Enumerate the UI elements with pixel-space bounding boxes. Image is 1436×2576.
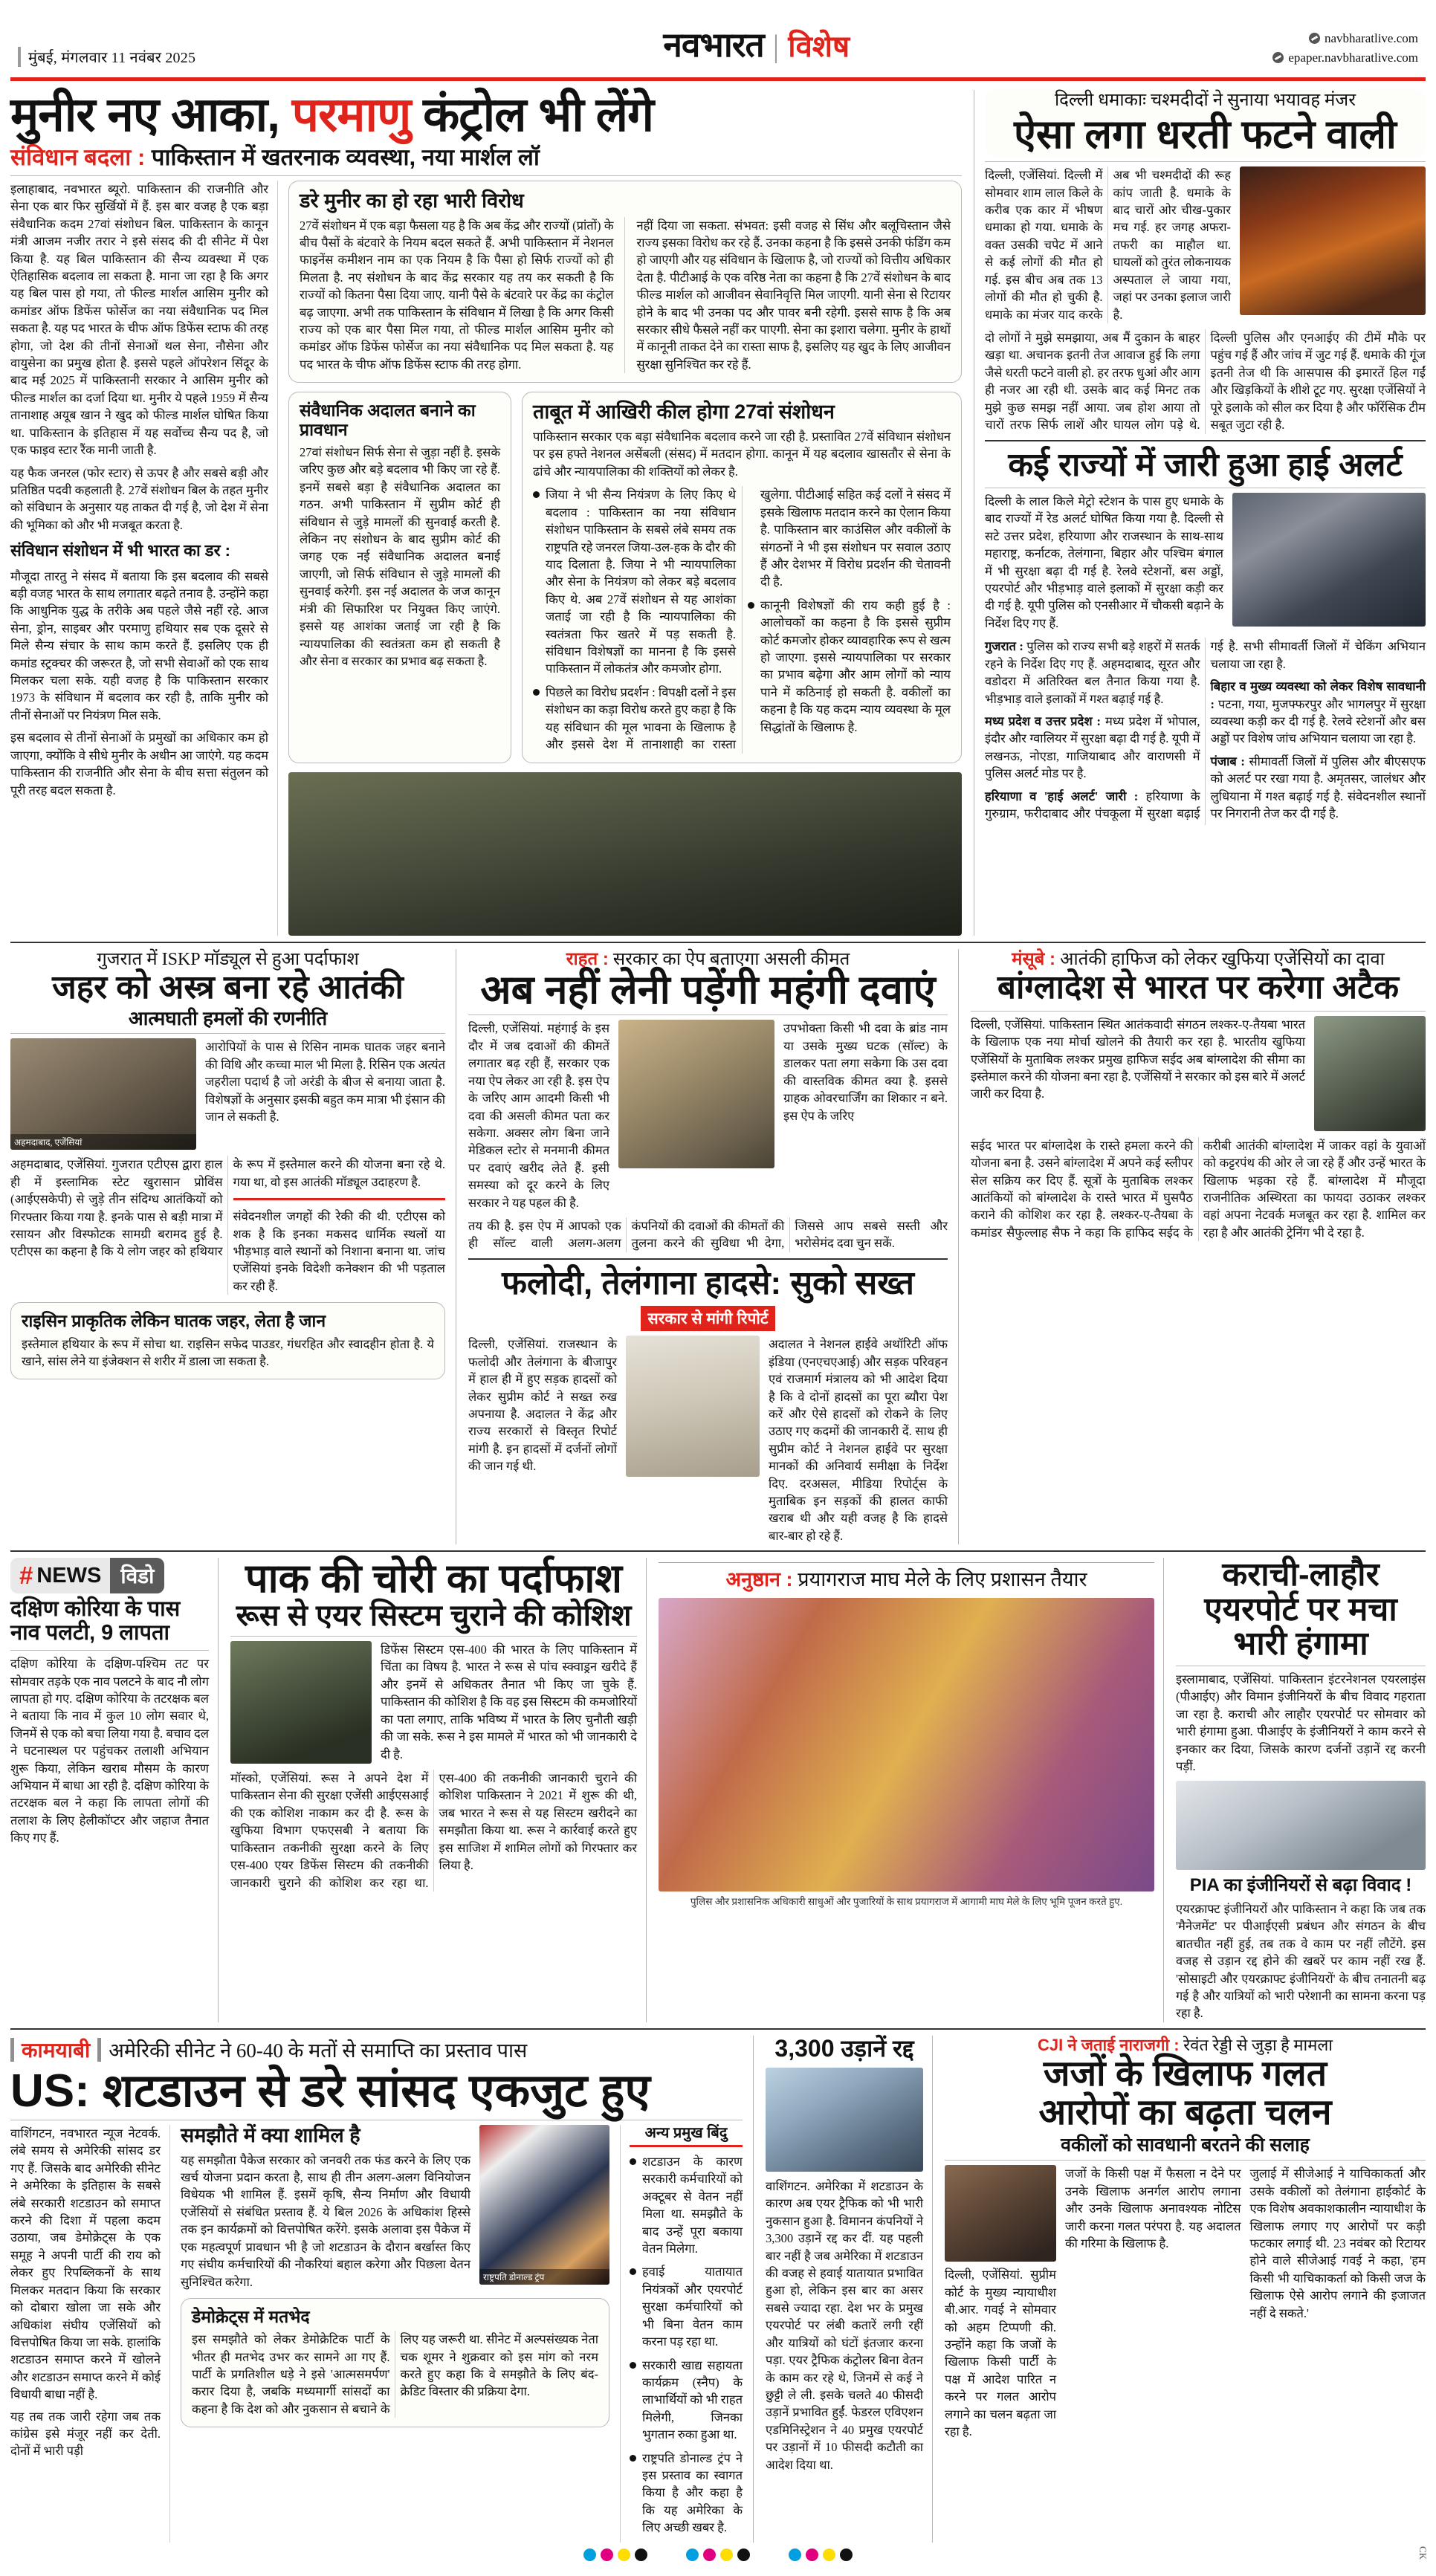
lead-headline-part2: कंट्रोल भी लेंगे <box>410 88 654 141</box>
box-tabut-intro: पाकिस्तान सरकार एक बड़ा संवैधानिक बदलाव करने जा रही है. प्रस्तावित 27वें संविधान संशोधन पर इस हफ्ते नेशनल असेंबली (संसद) में मतदान होगा. कानून में यह बदलाव खासतौर से सेना के ढांचे और न्यायपालिका की शक्तियों को लेकर है. <box>533 430 951 479</box>
cmyk-black-dot <box>635 2549 647 2561</box>
us-bullet <box>630 2450 743 2537</box>
high-alert-block-label: हरियाणा व 'हाई अलर्ट' जारी : <box>985 789 1139 803</box>
rahat-photo <box>618 1020 774 1168</box>
lead-headline-highlight: परमाणु <box>291 88 411 141</box>
section-divider <box>10 2028 1426 2030</box>
news-video-text: दक्षिण कोरिया के दक्षिण-पश्चिम तट पर सोमवार तड़के एक नाव पलटने के बाद नौ लोग लापता हो गए. दक्षिण कोरिया के तटरक्षक बल ने बताया कि नाव में कुल 10 लोग सवार थे, जिनमें से एक को बचा लिया गया है. बचाव दल ने घटनास्थल पर पहुंचकर तलाशी अभियान शुरू किया, लेकिन खराब मौसम के कारण अभियान में बाधा आ रही है. दक्षिण कोरिया के तटरक्षक बल ने कहा कि लापता लोगों की तलाश के लिए हेलीकॉप्टर और जहाज तैनात किए गए हैं. <box>10 1657 209 1845</box>
bullet-dot-icon <box>630 2455 636 2462</box>
us-bullet-text: हवाई यातायात नियंत्रकों और एयरपोर्ट सुरक्षा कर्मचारियों को भी बिना वेतन काम करना पड़ रहा था. <box>642 2265 743 2349</box>
rahat-kicker-text: सरकार का ऐप बताएगा असली कीमत <box>608 949 850 969</box>
divider <box>10 175 962 176</box>
cji-subhead: वकीलों को सावधानी बरतने की सलाह <box>1061 2134 1310 2155</box>
magh-mela-story <box>659 1558 1164 2022</box>
box-dare-munir <box>288 181 962 383</box>
high-alert-block-text: पटना, गया, मुजफ्फरपुर और भागलपुर में सुरक्षा व्यवस्था कड़ी कर दी गई है. रेलवे स्टेशनों और बस अड्डों पर विशेष जांच अभियान चलाया जा रहा है. <box>1210 696 1426 746</box>
us-shutdown-bullets-col <box>620 2125 743 2543</box>
high-alert-block-text: पुलिस को राज्य सभी बड़े शहरों में सतर्क रहने के निर्देश दिए गए हैं. अहमदाबाद, सूरत और वडोदरा में अतिरिक्त बल तैनात किया गया है. भीड़भाड़ वाले इलाकों में गश्त बढ़ाई गई है. <box>985 639 1200 706</box>
pia-aircraft-photo <box>1176 1781 1426 1870</box>
cji-kicker-label: CJI ने जताई नाराजगी : <box>1038 2035 1180 2054</box>
us-shutdown-box2 <box>181 2298 609 2427</box>
us-shutdown-box-text: यह समझौता पैकेज सरकार को जनवरी तक फंड करने के लिए एक खर्च योजना प्रदान करता है, साथ ही तीन अलग-अलग विनियोजन विधेयक भी शामिल हैं. इसमें कृषि, सैन्य निर्माण और विधायी एजेंसियों से संबंधित प्रस्ताव हैं. ये बिल 2026 के अधिकांश हिस्से तक इन कार्यक्रमों को वित्तपोषित करेंगे. इसके अलावा इस पैकेज में एक महत्वपूर्ण प्रावधान भी है जो शटडाउन के दौरान बर्खास्त किए गए संघीय कर्मचारियों की नौकरियां बहाल करेगा और पिछला वेतन सुनिश्चित करेगा. <box>181 2152 470 2289</box>
flights-story <box>766 2036 933 2543</box>
magh-mela-kicker <box>659 1567 1154 1591</box>
mansube-col3: सईद के करीबी आतंकी बांग्लादेश में जाकर वहां के युवाओं को कट्टरपंथ की ओर ले जा रहे हैं और उन्हें भारत के खिलाफ भड़का रहे हैं. बांग्लादेश में मौजूदा राजनीतिक अस्थिरता का फायदा उठाकर लश्कर वहां अपना नेटवर्क मजबूत कर रहा है. शामिल कर रहा है और आतंकी ट्रेनिंग भी दे रहा है. <box>1158 1138 1426 1240</box>
us-bullet <box>630 2153 743 2258</box>
high-alert-block-label: गुजरात : <box>985 639 1023 654</box>
lead-para3: मौजूदा तारतु ने संसद में बताया कि इस बदलाव की सबसे बड़ी वजह भारत के साथ लगातार बढ़ते तनाव है. उन्होंने कहा कि आधुनिक युद्ध के तरीके अब पहले जैसे नहीं रहे. आज सेना, ड्रोन, साइबर और परमाणु हथियार सब एक दूसरे से मिले सैन्य संचार के साथ काम करते हैं. इसलिए एक ही कमांड स्ट्रक्चर की जरूरत है, जो सभी सेवाओं को एक साथ मिलकर चला सके. यही वजह है कि पाकिस्तान सरकार 1973 के संविधान में बदलाव कर रही है, ताकि मुनीर को तीनों सेनाओं पर नियंत्रण मिल सके. <box>10 569 268 722</box>
pak-chori-story <box>230 1558 647 2022</box>
epaper-url: epaper.navbharatlive.com <box>1288 50 1418 65</box>
iskp-sub-box-text: इस्तेमाल हथियार के रूप में सोचा था. राइसिन सफेद पाउडर, गंधरहित और स्वादहीन होता है. ये खाने, सांस लेने या इंजेक्शन से शरीर में डाला जा सकता है. <box>22 1336 434 1369</box>
iskp-sub-box <box>10 1302 445 1379</box>
high-alert-intro: दिल्ली के लाल किले मेट्रो स्टेशन के पास हुए धमाके के बाद राज्यों में रेड अलर्ट घोषित किया गया है. दिल्ली से सटे उत्तर प्रदेश, हरियाणा और राजस्थान के साथ-साथ महाराष्ट्र, कर्नाटक, तेलंगाना, बिहार और पश्चिम बंगाल में भी सुरक्षा बढ़ा दी गई है. रेलवे स्टेशनों, बस अड्डों, एयरपोर्ट और भीड़भाड़ वाले इलाकों में सुरक्षा कड़ी कर दी गई है. यूपी पुलिस को एनसीआर में चौकसी बढ़ाने के निर्देश दिए गए हैं. <box>985 493 1223 630</box>
tabut-bullet-text: कानूनी विशेषज्ञों की राय कही हुई है : आलोचकों का कहना है कि इससे सुप्रीम कोर्ट कमजोर होकर व्यावहारिक रूप से खत्म हो जाएगा. इससे न्यायपालिका पर सरकार का प्रभाव बढ़ेगा और आम लोगों को न्याय पाने में कठिनाई हो सकती है. वकीलों का कहना है कि यह कदम न्याय व्यवस्था के मूल सिद्धांतों के खिलाफ है. <box>760 598 951 734</box>
cmyk-registration-marks <box>10 2549 1426 2561</box>
delhi-blast-col3: दिल्ली पुलिस और एनआईए की टीमें मौके पर पहुंच गई हैं और जांच में जुट गई हैं. धमाके की गूंज इतनी तेज थी कि आसपास की इमारतें हिल गईं और खिड़कियों के शीशे टूट गए. सुरक्षा एजेंसियों ने पूरे इलाके को सील कर दिया है और फॉरेंसिक टीम सबूत जुटा रही है. <box>1210 330 1426 433</box>
high-alert-block <box>1211 678 1426 748</box>
karachi-story <box>1176 1558 1426 2022</box>
cmyk-cyan-dot <box>583 2549 596 2561</box>
bullet-dot-icon <box>533 491 540 498</box>
news-badge-text: NEWS <box>36 1563 102 1588</box>
karachi-col2: एयरक्राफ्ट इंजीनियरों और पाकिस्तान ने कहा कि जब तक 'मैनेजमेंट' पर पीआईएसी प्रबंधन और संगठन के बीच बातचीत नहीं हुई, तब तक वे काम पर नहीं लौटेंगे. इस वजह से उड़ान रद्द होने की खबरें पर काम नहीं रख हैं. 'सोसाइटी और एयरक्राफ्ट इंजीनियरों' के बीच तनातनी बढ़ गई है और यात्रियों को भारी परेशानी का सामना करना पड़ रहा है. <box>1176 1901 1426 2021</box>
cmyk-black-dot <box>840 2549 853 2561</box>
cji-col1: दिल्ली, एजेंसियां. सुप्रीम कोर्ट के मुख्य न्यायाधीश बी.आर. गवई ने सोमवार को अहम टिप्पणी की. उन्होंने कहा कि जजों के खिलाफ किसी पार्टी के पक्ष में आदेश पारित न करने पर गलत आरोप लगाने का चलन बढ़ता जा रहा है. <box>945 2268 1056 2439</box>
tabut-bullet-text: पिछले का विरोध प्रदर्शन : विपक्षी दलों ने इस संशोधन का कड़ा विरोध करते हुए कहा है कि यह संविधान की मूल भावना के खिलाफ है और इससे देश में तानाशाही का रास्ता खुलेगा. पीटीआई सहित कई दलों ने संसद में इसके खिलाफ मतदान करने का ऐलान किया है. पाकिस्तान बार काउंसिल और वकीलों के संगठनों ने भी इस संशोधन पर सवाल उठाए हैं और देशभर में विरोध प्रदर्शन की चेतावनी दी है. <box>546 488 951 752</box>
cmyk-magenta-dot <box>806 2549 818 2561</box>
box-samvaidhanik <box>288 392 511 763</box>
high-alert-block <box>985 713 1200 783</box>
masthead <box>10 0 1426 73</box>
high-alert-block-label: मध्य प्रदेश व उत्तर प्रदेश : <box>985 713 1101 728</box>
box-samvaidhanik-title: संवैधानिक अदालत बनाने का प्रावधान <box>300 401 476 439</box>
kicker-bar-right <box>97 2038 101 2062</box>
divider <box>10 1650 209 1651</box>
divider <box>985 440 1426 441</box>
cmyk-black-dot <box>737 2549 750 2561</box>
rahat-col2: उपभोक्ता किसी भी दवा के ब्रांड नाम या उसके मुख्य घटक (सॉल्ट) के डालकर पता लगा सकेगा कि उस दवा की वास्तविक कीमत क्या है. इससे ग्राहक ओवरचार्जिंग का शिकार न बने. इस ऐप के जरिए <box>783 1021 948 1123</box>
high-alert-block-text: मध्य प्रदेश में भोपाल, इंदौर और ग्वालियर में सुरक्षा बढ़ा दी गई है. यूपी में लखनऊ, नोएडा, गाजियाबाद और वाराणसी में पुलिस अलर्ट मोड पर है. <box>985 713 1200 781</box>
us-shutdown-col1b: यह तब तक जारी रहेगा जब तक कांग्रेस इसे मंजूर नहीं कर देती. दोनों में भारी पड़ी <box>10 2409 161 2459</box>
us-shutdown-box2-text: इस समझौते को लेकर डेमोक्रेटिक पार्टी के भीतर ही मतभेद उभर कर सामने आ गए हैं. पार्टी के प्रगतिशील धड़े ने इसे 'आत्मसमर्पण' करार दिया है, जबकि मध्यमार्गी सांसदों का कहना है कि देश को और नुकसान से बचाने के लिए यह जरूरी था. सीनेट में अल्पसंख्यक नेता चक शूमर ने शुक्रवार को इस मांग को नरम करते हुए कहा कि वे समझौते के लिए बंद-क्रेडिट विस्तार की प्रक्रिया देगा. <box>192 2332 598 2416</box>
divider <box>985 161 1426 162</box>
tabut-bullet <box>748 597 951 736</box>
pak-chori-headline1: पाक की चोरी का पर्दाफाश <box>245 1556 623 1602</box>
high-alert-block-label: पंजाब : <box>1210 754 1245 768</box>
us-shutdown-box-title: समझौते में क्या शामिल है <box>181 2123 360 2146</box>
box-samvaidhanik-text: 27वां संशोधन सिर्फ सेना से जुड़ा नहीं है. इसके जरिए कुछ और बड़े बदलाव भी किए जा रहे हैं. इनमें सबसे बड़ा है संवैधानिक अदालत का गठन. अभी पाकिस्तान में सुप्रीम कोर्ट ही संविधान से जुड़े मामलों की सुनवाई करती है. लेकिन नए संशोधन के बाद सुप्रीम कोर्ट की जगह एक नई संवैधानिक अदालत बनाई जाएगी, जो सिर्फ संविधान से जुड़े मामलों की सुनवाई करेगी. इस नई अदालत के जज कानून मंत्री की सिफारिश पर नियुक्त किए जाएंगे. इससे यह आशंका जताई जा रही है कि न्यायपालिका की स्वतंत्रता कम हो सकती है और सेना व सरकार का प्रभाव बढ़ सकता है. <box>300 444 500 668</box>
cmyk-cyan-dot <box>686 2549 699 2561</box>
high-alert-block <box>1211 753 1426 823</box>
lead-body <box>10 181 268 799</box>
hafiz-photo <box>1314 1016 1426 1131</box>
iskp-col2: आरोपियों के पास से रिसिन नामक घातक जहर बनाने की विधि और कच्चा माल भी मिला है. रिसिन एक अत्यंत जहरीला पदार्थ है जो अरंडी के बीज से बनाया जाता है. विशेषज्ञों के अनुसार इसकी बहुत कम मात्रा भी इंसान की जान ले सकती है. <box>205 1040 445 1124</box>
phalodi-headline: फलोदी, तेलंगाना हादसे: सुको सख्त <box>502 1264 914 1301</box>
mansube-kicker-text: आतंकी हाफिज को लेकर खुफिया एजेंसियों का दावा <box>1055 949 1385 969</box>
cji-story <box>945 2036 1426 2543</box>
pak-chori-col2: एस-400 की तकनीकी जानकारी चुराने की कोशिश पाकिस्तान ने 2021 में शुरू की थी, जब भारत ने रूस से यह सिस्टम खरीदने का समझौता किया था. रूस ने कार्रवाई करते हुए इस साजिश में शामिल लोगों को गिरफ्तार कर लिया है. <box>439 1771 637 1873</box>
s400-photo <box>230 1641 372 1764</box>
us-shutdown-left-col <box>10 2125 170 2543</box>
tabut-bullet <box>533 486 736 678</box>
hash-icon: # <box>19 1562 33 1590</box>
iskp-kicker: गुजरात में ISKP मॉड्यूल से हुआ पर्दाफाश <box>97 949 359 969</box>
bullet-dot-icon <box>533 689 540 696</box>
flights-text: वाशिंगटन. अमेरिका में शटडाउन के कारण अब एयर ट्रैफिक को भी भारी नुकसान हुआ है. विमानन कंपनियों ने 3,300 उड़ानें रद्द कर दीं. यह पहली बार नहीं है जब अमेरिका में शटडाउन की वजह से हवाई यातायात प्रभावित हुआ हो, लेकिन इस बार का असर सबसे ज्यादा रहा. देश भर के प्रमुख एयरपोर्ट पर लंबी कतारें लगी रहीं और यात्रियों को घंटों इंतजार करना पड़ा. एयर ट्रैफिक कंट्रोलर बिना वेतन के काम कर रहे थे, जिनमें से कई ने छुट्टी ले ली. इसके चलते 40 फीसदी उड़ानें प्रभावित हुईं. फेडरल एविएशन एडमिनिस्ट्रेशन ने 40 प्रमुख एयरपोर्ट पर उड़ानों में 10 फीसदी कटौती का आदेश दिया था. <box>766 2178 923 2472</box>
iskp-subhead: आत्मघाती हमलों की रणनीति <box>128 1006 328 1029</box>
mansube-kicker <box>971 949 1426 971</box>
karachi-col1: इस्लामाबाद, एजेंसियां. पाकिस्तान इंटरनेशनल एयरलाइंस (पीआईए) और विमान इंजीनियरों के बीच विवाद गहराता जा रहा है. कराची और लाहौर एयरपोर्ट पर सोमवार को भारी हंगामा हुआ. पीआईए के इंजीनियरों ने काम करने से इनकार कर दिया, जिसके कारण दर्जनों उड़ानें रद्द करनी पड़ीं. <box>1176 1672 1426 1773</box>
phalodi-col1: दिल्ली, एजेंसियां. राजस्थान के फलोदी और तेलंगाना के बीजापुर में हाल ही में हुए सड़क हादसों को लेकर सुप्रीम कोर्ट ने सख्त रुख अपनाया है. अदालत ने केंद्र और राज्य सरकारों से विस्तृत रिपोर्ट मांगी है. इन हादसों में दर्जनों लोगों की जान गई थी. <box>468 1337 617 1474</box>
delhi-blast-story <box>974 90 1426 936</box>
iskp-story <box>10 949 456 1545</box>
high-alert-photo <box>1232 493 1426 627</box>
karachi-headline: कराची-लाहौर एयरपोर्ट पर मचा भारी हंगामा <box>1204 1556 1397 1662</box>
bullet-dot-icon <box>630 2268 636 2275</box>
middle-zone <box>10 949 1426 1545</box>
us-shutdown-headline: US: शटडाउन से डरे सांसद एकजुट हुए <box>10 2065 650 2117</box>
red-divider <box>233 1198 446 1200</box>
lead-story <box>10 90 962 936</box>
lead-kicker <box>10 144 962 171</box>
pia-subhead: PIA का इंजीनियरों से बढ़ा विवाद ! <box>1189 1875 1412 1896</box>
us-bullet-text: राष्ट्रपति डोनाल्ड ट्रंप ने इस प्रस्ताव का स्वागत किया है और कहा है कि यह अमेरिका के लिए अच्छी खबर है. <box>642 2450 743 2535</box>
delhi-blast-text <box>985 166 1231 323</box>
pak-chori-headline2: रूस से एयर सिस्टम चुराने की कोशिश <box>236 1599 632 1633</box>
high-alert-headline: कई राज्यों में जारी हुआ हाई अलर्ट <box>1008 446 1403 483</box>
logo-section-text: विशेष <box>788 30 850 63</box>
magh-mela-caption: पुलिस और प्रशासनिक अधिकारी साधुओं और पुजारियों के साथ प्रयागराज में आगामी माघ मेले के लिए भूमि पूजन करते हुए. <box>690 1895 1123 1907</box>
logo-separator: | <box>772 30 780 64</box>
cji-kicker <box>945 2036 1426 2055</box>
us-shutdown-col1: वाशिंगटन, नवभारत न्यूज नेटवर्क. लंबे समय से अमेरिकी सांसद डर गए हैं. जिसके बाद अमेरिकी सीनेट ने अमेरिका के इतिहास के सबसे लंबे सरकारी शटडाउन को समाप्त करने की दिशा में पहला कदम उठाया, जब डेमोक्रेट्स के एक समूह ने अपनी पार्टी की राय को लेकर हुए रिपब्लिकनों के साथ मिलकर मतदान किया कि सरकार को दोबारा खोला जा सके और अधिकांश संघीय एजेंसियों को वित्तपोषित किया जा सके. हालांकि शटडाउन समाप्त करने में खोलने और शटडाउन समाप्त करने में कोई विधायी बाधा नहीं है. <box>10 2126 161 2402</box>
mansube-kicker-label: मंसूबे : <box>1012 948 1056 969</box>
website-links <box>1272 29 1418 67</box>
high-alert-block <box>985 638 1200 708</box>
video-badge-text: विडो <box>110 1558 164 1593</box>
phalodi-tag: सरकार से मांगी रिपोर्ट <box>641 1306 776 1331</box>
us-bullet <box>630 2357 743 2444</box>
cmyk-magenta-dot <box>703 2549 716 2561</box>
lead-intro: इलाहाबाद, नवभारत ब्यूरो. पाकिस्तान की राजनीति और सेना एक बार फिर सुर्खियों में हैं. इस बार वजह है एक बड़ा संवैधानिक कदम 27वां संशोधन बिल. पाकिस्तान के कानून मंत्री आजम नजीर तरार ने इसे संसद की दी सीनेट में पेश किया है. यह बिल पाकिस्तान की सैन्य व्यवस्था में एक ऐतिहासिक बदलाव ला सकता है. माना जा रहा है कि अगर यह बिल पास हो गया, तो फील्ड मार्शल आसिम मुनीर को कमांडर ऑफ डिफेंस फोर्सेज का नया संवैधानिक पद मिल सकता है. यह पद भारत के चीफ ऑफ डिफेंस स्टाफ की तरह होगा, जो देश की तीनों सेनाओं थल सेना, नौसेना और वायुसेना का प्रमुख होता है. इससे पहले ऑपरेशन सिंदूर के बाद मई 2025 में पाकिस्तानी सरकार ने आसिम मुनीर को फील्ड मार्शल का दर्जा दिया था. मुनीर ये पहले 1959 में सैन्य तानाशाह अयूब खान ने खुद को फील्ड मार्शल घोषित किया था. पाकिस्तान के इतिहास में यह सर्वोच्च सैन्य पद है, जो एक फाइव स्टार रैंक मानी जाती है. <box>10 181 268 458</box>
airport-photo <box>766 2068 923 2172</box>
delhi-blast-col1: दिल्ली, एजेंसियां. दिल्ली में सोमवार शाम लाल किले के करीब एक कार में भीषण धमाका हो गया. धमाके के वक्त उसकी चपेट में आने से कई लोगों की मौत हो गई. इस बीच अब तक 13 लोगों की मौत हो चुकी है. धमाके का मंजर याद करके अब भी चश्मदीदों की रूह कांप जाती है. धमाके के बाद चारों ओर चीख-पुकार मच गई. हर जगह अफरा-तफरी का माहौल था. घायलों को तुरंत लोकनायक अस्पताल ले जाया गया, जहां पर उनका इलाज जारी है. <box>985 168 1231 322</box>
rahat-kicker-label: राहत : <box>566 948 609 969</box>
divider <box>230 1636 637 1637</box>
bottom-zone <box>10 2036 1426 2543</box>
munir-photo <box>288 772 962 936</box>
us-shutdown-kicker: अमेरिकी सीनेट ने 60-40 के मतों से समाप्ति का प्रस्ताव पास <box>109 2039 528 2062</box>
cmyk-yellow-dot <box>823 2549 835 2561</box>
flights-headline: 3,300 उड़ानें रद्द <box>774 2034 914 2062</box>
epaper-link[interactable] <box>1272 48 1418 68</box>
globe-icon <box>1272 52 1284 63</box>
high-alert-block-text: सीमावर्ती जिलों में पुलिस और बीएसएफ को अलर्ट पर रखा गया है. अमृतसर, जालंधर और लुधियाना में गश्त बढ़ाई गई है. संवेदनशील स्थानों पर निगरानी तेज कर दी गई है. <box>1210 754 1426 821</box>
lead-headline <box>10 90 962 140</box>
iskp-photo-caption: अहमदाबाद, एजेंसियां <box>10 1134 196 1150</box>
mansube-col2: सईद भारत पर बांग्लादेश के रास्ते हमला करने की योजना बना है. उसने बांग्लादेश में अपने कई स्लीपर सेल सक्रिय कर दिए हैं. सूत्रों के मुताबिक लश्कर आतंकियों को बांग्लादेश के रास्ते भारत में घुसपैठ कराने की कोशिश कर रहा है. लश्कर-ए-तैयबा के कमांडर सैफुल्लाह सैफ ने कहा कि हाफिद <box>971 1138 1193 1240</box>
delhi-blast-photo <box>1240 166 1426 315</box>
box-tabut <box>522 392 962 763</box>
magh-mela-photo <box>659 1598 1154 1891</box>
news-badge-label <box>10 1558 110 1593</box>
globe-icon <box>1309 33 1320 44</box>
lead-para2: यह फैक जनरल (फोर स्टार) से ऊपर है और सबसे बड़ी और प्रतिष्ठित पदवी कहलाती है. 27वें संशोधन बिल के तहत मुनीर को संविधान के अनुसार यह ताकत दी गई है, जो देश में सेना की भूमिका को और भी मजबूत करता है. <box>10 465 268 532</box>
delhi-blast-col2: दो लोगों ने मुझे समझाया, अब मैं दुकान के बाहर खड़ा था. अचानक इतनी तेज आवाज हुई कि लगा जैसे धरती फटने वाली हो. हर तरफ धुआं और आग ही नजर आ रही थी. उसके बाद कई मिनट तक मुझे कुछ समझ नहीं आया. जब होश आया तो चारों तरफ सिर्फ लाशें और घायल लोग पड़े थे. <box>985 330 1200 433</box>
us-shutdown-tag: कामयाबी <box>22 2038 91 2062</box>
section-divider <box>10 942 1426 943</box>
rahat-col3: तय की है. इस ऐप में आपको एक ही सॉल्ट वाली अलग-अलग कंपनियों की दवाओं की कीमतों की तुलना करने की सुविधा भी देगा, जिससे आप सबसे सस्ती और भरोसेमंद दवा चुन सकें. <box>468 1219 948 1251</box>
trump-photo <box>479 2125 609 2285</box>
divider <box>468 1014 948 1015</box>
lead-kicker-text: पाकिस्तान में खतरनाक व्यवस्था, नया मार्शल लॉ <box>145 144 540 171</box>
news-video-story <box>10 1558 219 2022</box>
bullet-dot-icon <box>630 2362 636 2369</box>
delhi-blast-kicker: दिल्ली धमाकाः चश्मदीदों ने सुनाया भयावह मंजर <box>1054 91 1356 110</box>
cmyk-yellow-dot <box>720 2549 733 2561</box>
tabut-bullet-text: जिया ने भी सैन्य नियंत्रण के लिए किए थे बदलाव : पाकिस्तान का नया संविधान संशोधन पाकिस्तान के सबसे लंबे समय तक राष्ट्रपति रहे जनरल जिया-उल-हक के दौर की याद दिलाता है. जिया ने भी न्यायपालिका और सेना के नियंत्रण को लेकर बड़े बदलाव किए थे. अब 27वें संशोधन से यह आशंका जताई जा रही है कि न्यायपालिका की स्वतंत्रता फिर खतरे में पड़ सकती है. संविधान विशेषज्ञों का मानना है कि इससे पाकिस्तान में लोकतंत्र और कमजोर होगा. <box>546 488 736 676</box>
news-video-headline: दक्षिण कोरिया के पास नाव पलटी, 9 लापता <box>10 1597 181 1645</box>
masthead-red-rule <box>10 77 1426 81</box>
lead-headline-part1: मुनीर नए आका, <box>10 88 292 141</box>
cji-col2: जजों के किसी पक्ष में फैसला न देने पर उनके खिलाफ अनर्गल आरोप लगाना और उनके खिलाफ अनावश्यक नोटिस जारी करना गलत परंपरा है. यह अदालत की गरिमा के खिलाफ है. <box>1065 2166 1241 2250</box>
rahat-col1: दिल्ली, एजेंसियां. महंगाई के इस दौर में जब दवाओं की कीमतें लगातार बढ़ रही हैं, सरकार एक नया ऐप लेकर आ रही है. इस ऐप के जरिए आम आदमी किसी भी दवा की असली कीमत पता कर सकेगा. अक्सर लोग बिना जाने मेडिकल स्टोर से मनमानी कीमत पर दवाएं खरीद लेते हैं. इसी समस्या को दूर करने के लिए सरकार ने यह पहल की है. <box>468 1021 609 1210</box>
lead-subhead: संविधान संशोधन में भी भारत का डर : <box>10 541 231 560</box>
cji-col3: जुलाई में सीजेआई ने याचिकाकर्ता और उसके वकीलों को तेलंगाना हाईकोर्ट के एक विशेष अवकाशकालीन न्यायाधीश के खिलाफ लगाए गए आरोपों पर कड़ी फटकार लगाई थी. 23 नवंबर को रिटायर होने वाले सीजेआई गवई ने कहा, 'हम किसी भी याचिकाकर्ता को किसी जज के खिलाफ ऐसे आरोप लगाने की इजाजत नहीं दे सकते.' <box>1249 2166 1426 2320</box>
delhi-blast-headline: ऐसा लगा धरती फटने वाली <box>1014 111 1397 157</box>
lead-kicker-label: संविधान बदला : <box>10 144 146 171</box>
cmyk-yellow-dot <box>618 2549 630 2561</box>
website-url: navbharatlive.com <box>1324 31 1418 45</box>
lower-middle-zone <box>10 1558 1426 2022</box>
top-zone <box>10 90 1426 936</box>
iskp-col3: गया था, वो इस आतंकी मॉड्यूल उदाहरण है. <box>233 1174 421 1189</box>
section-divider <box>10 1550 1426 1552</box>
us-shutdown-story <box>10 2036 754 2543</box>
page-mark: CK <box>1417 2546 1429 2560</box>
us-shutdown-box2-title: डेमोक्रेट्स में मतभेद <box>192 2306 310 2326</box>
mansube-headline: बांग्लादेश से भारत पर करेगा अटैक <box>997 969 1400 1006</box>
divider <box>945 2160 1426 2161</box>
magh-mela-kicker-text: प्रयागराज माघ मेले के लिए प्रशासन तैयार <box>792 1568 1087 1591</box>
divider <box>659 1562 1154 1563</box>
us-bullet <box>630 2263 743 2350</box>
us-bullet-text: शटडाउन के कारण सरकारी कर्मचारियों को अक्टूबर से वेतन नहीं मिला था. समझौते के बाद उन्हें पूरा बकाया वेतन मिलेगा. <box>642 2154 743 2256</box>
iskp-col1: अहमदाबाद, एजेंसियां. गुजरात एटीएस द्वारा हाल ही में इस्लामिक स्टेट खुरासान प्रोविंस (आईएसकेपी) से जुड़े तीन संदिग्ध आतंकियों को गिरफ्तार किया गया है. इनके पास से बड़ी मात्रा में रसायन और विस्फोटक सामग्री बरामद हुई है. एटीएस का कहना है कि ये लोग जहर को हथियार के रूप में इस्तेमाल करने की योजना बना रहे थे. <box>10 1157 445 1259</box>
newspaper-logo[interactable] <box>663 21 850 67</box>
us-bullet-text: सरकारी खाद्य सहायता कार्यक्रम (स्नैप) के लाभार्थियों को भी राहत मिलेगी, जिनका भुगतान रुका हुआ था. <box>642 2357 743 2442</box>
trump-photo-caption: राष्ट्रपति डोनाल्ड ट्रंप <box>479 2269 609 2285</box>
mansube-col1: दिल्ली, एजेंसियां. पाकिस्तान स्थित आतंकवादी संगठन लश्कर-ए-तैयबा भारत के खिलाफ एक नया मोर्चा खोलने की तैयारी कर रहा है. भारतीय खुफिया एजेंसियों के मुताबिक लश्कर प्रमुख हाफिज सईद अब बांग्लादेश की सीमा का इस्तेमाल करने की योजना बना रहा है. एजेंसियों ने सरकार को इस बारे में अलर्ट जारी कर दिया है. <box>971 1017 1305 1101</box>
rahat-story <box>468 949 959 1545</box>
high-alert-block-text: हरियाणा के गुरुग्राम, फरीदाबाद और पंचकूला में सुरक्षा बढ़ाई गई है. सभी सीमावर्ती जिलों में चेकिंग अभियान चलाया जा रहा है. <box>985 639 1426 821</box>
pak-chori-col3: डिफेंस सिस्टम एस-400 की भारत के लिए पाकिस्तान में चिंता का विषय है. भारत ने रूस से पांच स्क्वाड्रन खरीदे हैं और इनमें से अधिकतर तैनात भी किए जा चुके हैं. पाकिस्तान की कोशिश है कि वह इस सिस्टम की कमजोरियों का पता लगाए, ताकि भविष्य में भारत के लिए चुनौती खड़ी की जा सके. रूस ने इस मामले में भारत को भी जानकारी दे दी है. <box>381 1643 637 1761</box>
phalodi-col2: अदालत ने नेशनल हाईवे अथॉरिटी ऑफ इंडिया (एनएचएआई) और सड़क परिवहन एवं राजमार्ग मंत्रालय को भी आदेश दिया है कि वे दोनों हादसों का पूरा ब्यौरा पेश करें और ऐसे हादसों को रोकने के लिए उठाए गए कदमों की जानकारी दें. साथ ही सुप्रीम कोर्ट ने नेशनल हाईवे पर सुरक्षा मानकों की अनिवार्य समीक्षा के निर्देश दिए. दरअसल, मीडिया रिपोर्ट्स के मुताबिक इन सड़कों की हालत काफी खराब थी और यही वजह है कि हादसे बार-बार हो रहे हैं. <box>769 1337 948 1543</box>
dateline: मुंबई, मंगलवार 11 नवंबर 2025 <box>18 47 195 67</box>
box-dare-munir-title: डरे मुनीर का हो रहा भारी विरोध <box>300 189 524 212</box>
box-tabut-title: ताबूत में आखिरी कील होगा 27वां संशोधन <box>533 401 835 424</box>
mansube-story <box>971 949 1426 1545</box>
cmyk-cyan-dot <box>789 2549 801 2561</box>
divider <box>971 1011 1426 1012</box>
cji-headline2: आरोपों का बढ़ता चलन <box>1038 2092 1332 2132</box>
bullet-dot-icon <box>748 602 754 609</box>
iskp-col4: संवेदनशील जगहों की रेकी की थी. एटीएस को शक है कि इनका मकसद धार्मिक स्थलों या भीड़भाड़ वाले स्थानों को निशाना बनाना था. जांच एजेंसियां इनके विदेशी कनेक्शन की भी पड़ताल कर रही हैं. <box>233 1209 445 1293</box>
cji-kicker-text: रेवंत रेड्डी से जुड़ा है मामला <box>1179 2035 1333 2054</box>
iskp-headline: जहर को अस्त्र बना रहे आतंकी <box>52 969 404 1006</box>
lead-para4: इस बदलाव से तीनों सेनाओं के प्रमुखों का अधिकार कम हो जाएगा, क्योंकि वे सीधे मुनीर के अधीन आ जाएंगे. यह कदम पाकिस्तान की राजनीति और सेना के बीच सत्ता संतुलन को पूरी तरह बदल सकता है. <box>10 731 268 797</box>
high-alert-block-label: बिहार व मुख्य व्यवस्था को लेकर विशेष सावधानी : <box>1210 679 1426 711</box>
news-video-badge[interactable] <box>10 1558 164 1593</box>
box-dare-munir-col1: 27वें संशोधन में एक बड़ा फैसला यह है कि अब केंद्र और राज्यों (प्रांतों) के बीच पैसों के बंटवारे के नियम बदल सकते हैं. अभी पाकिस्तान में नेशनल फाइनेंस कमीशन नाम का एक नियम है कि पैसा हो सिर्फ राज्यों को ही मिलता है. नए संशोधन के बाद केंद्र सरकार यह तय कर सकती है कि राज्यों को कितना पैसा दिया जाए. यानी पैसे के बंटवारे पर केंद्र का कंट्रोल बढ़ जाएगा. अभी तक पाकिस्तान के संविधान में लिखा है कि अगर किसी राज्य को एक बार पैसा मिल गया, तो फील्ड मार्शल आसिम मुनीर को कमांडर ऑफ डिफेंस फोर्सेज का नया संवैधानिक पद मिल सकता है. यह पद भारत के चीफ ऑफ डिफेंस स्टाफ की तरह होगा. <box>300 217 625 374</box>
supreme-court-photo <box>626 1336 760 1477</box>
box-dare-munir-col2: नहीं दिया जा सकता. संभवत: इसी वजह से सिंध और बलूचिस्तान जैसे राज्य इसका विरोध कर रहे हैं. उनका कहना है कि इससे उनकी फंडिंग कम हो जाएगी और यह संविधान के खिलाफ है, जो राज्यों को वित्तीय अधिकार देता है. पीटीआई के एक वरिष्ठ नेता का कहना है कि 27वें संशोधन के बाद फील्ड मार्शल को आजीवन सेवानिवृत्ति मिल जाएगी. यानी सेना से रिटायर होने के बाद भी उनका पद और पावर बनी रहेगी. इससे साफ है कि अब सरकार सीधे फैसले नहीं कर पाएगी. सेना का इशारा चलेगा. मुनीर के हाथों में कानूनी ताकत देने का रास्ता साफ है, इसलिए यह खुद के लिए आजीवन सुरक्षा सुनिश्चित कर रहे हैं. <box>636 218 951 372</box>
logo-main-text: नवभारत <box>663 25 764 64</box>
website-link[interactable] <box>1272 29 1418 48</box>
divider <box>468 1258 948 1260</box>
rahat-headline: अब नहीं लेनी पड़ेंगी महंगी दवाएं <box>480 968 936 1013</box>
cji-photo <box>945 2165 1056 2262</box>
cmyk-magenta-dot <box>601 2549 613 2561</box>
us-shutdown-center-col <box>181 2125 609 2543</box>
lead-text-column <box>10 181 278 936</box>
lead-boxes-column <box>288 181 962 936</box>
bullet-dot-icon <box>630 2158 636 2165</box>
iskp-photo <box>10 1038 196 1150</box>
cji-headline1: जजों के खिलाफ गलत <box>1043 2054 1327 2094</box>
us-shutdown-bullets-title: अन्य प्रमुख बिंदु <box>630 2125 743 2147</box>
divider <box>10 1033 445 1034</box>
us-shutdown-kicker-row <box>10 2036 743 2064</box>
pak-chori-col1: मॉस्को, एजेंसियां. रूस ने अपने देश में पाकिस्तान सेना की सुरक्षा एजेंसी आईएसआई की एक कोशिश नाकाम कर दी है. रूस के खुफिया विभाग एफएसबी ने बताया कि पाकिस्तान तकनीकी सुरक्षा करने के लिए एस-400 एयर डिफेंस सिस्टम की तकनीकी जानकारी चुराने की कोशिश कर रहा था. <box>230 1771 429 1890</box>
magh-mela-kicker-label: अनुष्ठान : <box>725 1568 793 1591</box>
kicker-bar-left <box>10 2038 14 2062</box>
iskp-sub-box-title: राइसिन प्राकृतिक लेकिन घातक जहर, लेता है जान <box>22 1311 326 1331</box>
